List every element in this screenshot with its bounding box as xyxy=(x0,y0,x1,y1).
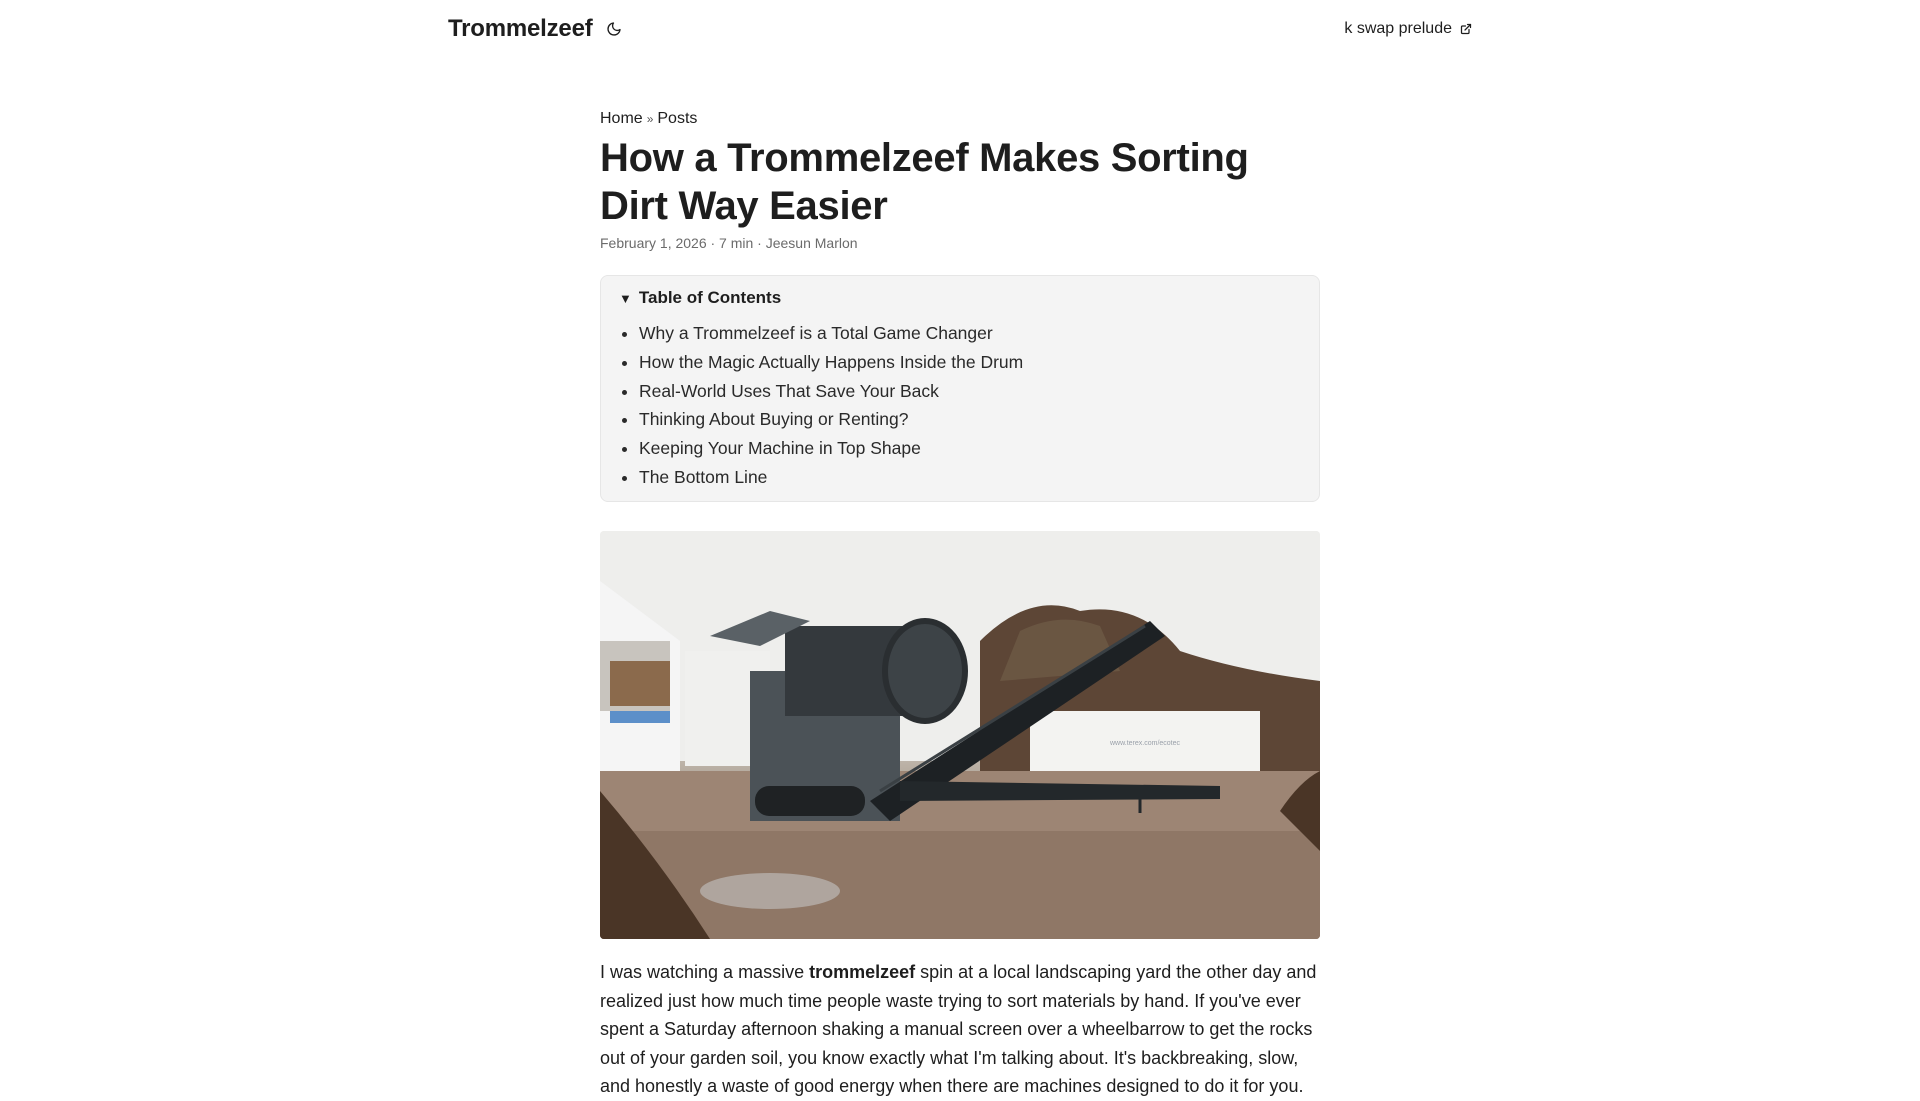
site-logo-link[interactable]: Trommelzeef xyxy=(448,15,593,42)
toc-link-4[interactable]: Thinking About Buying or Renting? xyxy=(639,409,909,430)
breadcrumb-separator: » xyxy=(646,112,654,126)
toc-item xyxy=(639,434,1023,463)
toc-link-2[interactable]: How the Magic Actually Happens Inside the Drum xyxy=(639,351,1024,372)
toc-list xyxy=(639,319,1023,492)
table-of-contents xyxy=(600,275,1320,502)
toc-item xyxy=(639,377,1023,406)
toc-link-3[interactable]: Real-World Uses That Save Your Back xyxy=(639,380,939,401)
toc-item xyxy=(639,319,1023,348)
breadcrumb xyxy=(600,110,697,128)
nav-link-label: k swap prelude xyxy=(1344,20,1452,37)
theme-toggle-button[interactable] xyxy=(605,20,623,38)
toc-link-6[interactable]: The Bottom Line xyxy=(639,466,768,487)
toc-link-1[interactable]: Why a Trommelzeef is a Total Game Changer xyxy=(639,323,993,343)
toc-summary-label: Table of Contents xyxy=(638,288,782,307)
cover-image xyxy=(600,531,1320,939)
nav-external-link[interactable] xyxy=(1344,20,1472,38)
keyword-bold: trommelzeef xyxy=(809,962,916,982)
site-header xyxy=(0,0,1920,60)
toc-item xyxy=(639,348,1023,377)
logo-area xyxy=(448,15,623,43)
moon-icon xyxy=(606,21,622,37)
paragraph-text: spin at a local landscaping yard the other day and realized just how much time people waste trying to sort materials by hand. If you've ever spent a Saturday afternoon shaking a manual screen over a wheelbarrow to get the rocks out of your garden soil, you know exactly what I'm talking about. It's backbreaking, slow, and honestly a waste of good energy when there are machines designed to do it for you. xyxy=(600,962,1317,1097)
toc-item xyxy=(639,463,1023,492)
breadcrumb-home[interactable]: Home xyxy=(600,110,643,127)
toc-item xyxy=(639,405,1023,434)
toc-link-5[interactable]: Keeping Your Machine in Top Shape xyxy=(639,438,921,459)
breadcrumb-posts[interactable]: Posts xyxy=(657,110,698,127)
trailer-watermark: www.terex.com/ecotec xyxy=(1110,740,1181,747)
caret-down-icon: ▼ xyxy=(619,290,632,306)
external-link-icon xyxy=(1460,23,1472,35)
toc-toggle[interactable] xyxy=(619,288,781,308)
post-meta: February 1, 2026 · 7 min · Jeesun Marlon xyxy=(600,235,858,251)
trommel-machine-photo xyxy=(600,531,1320,939)
page-title: How a Trommelzeef Makes Sorting Dirt Way Easier xyxy=(600,136,1249,228)
paragraph-text: I was watching a massive xyxy=(600,962,810,982)
